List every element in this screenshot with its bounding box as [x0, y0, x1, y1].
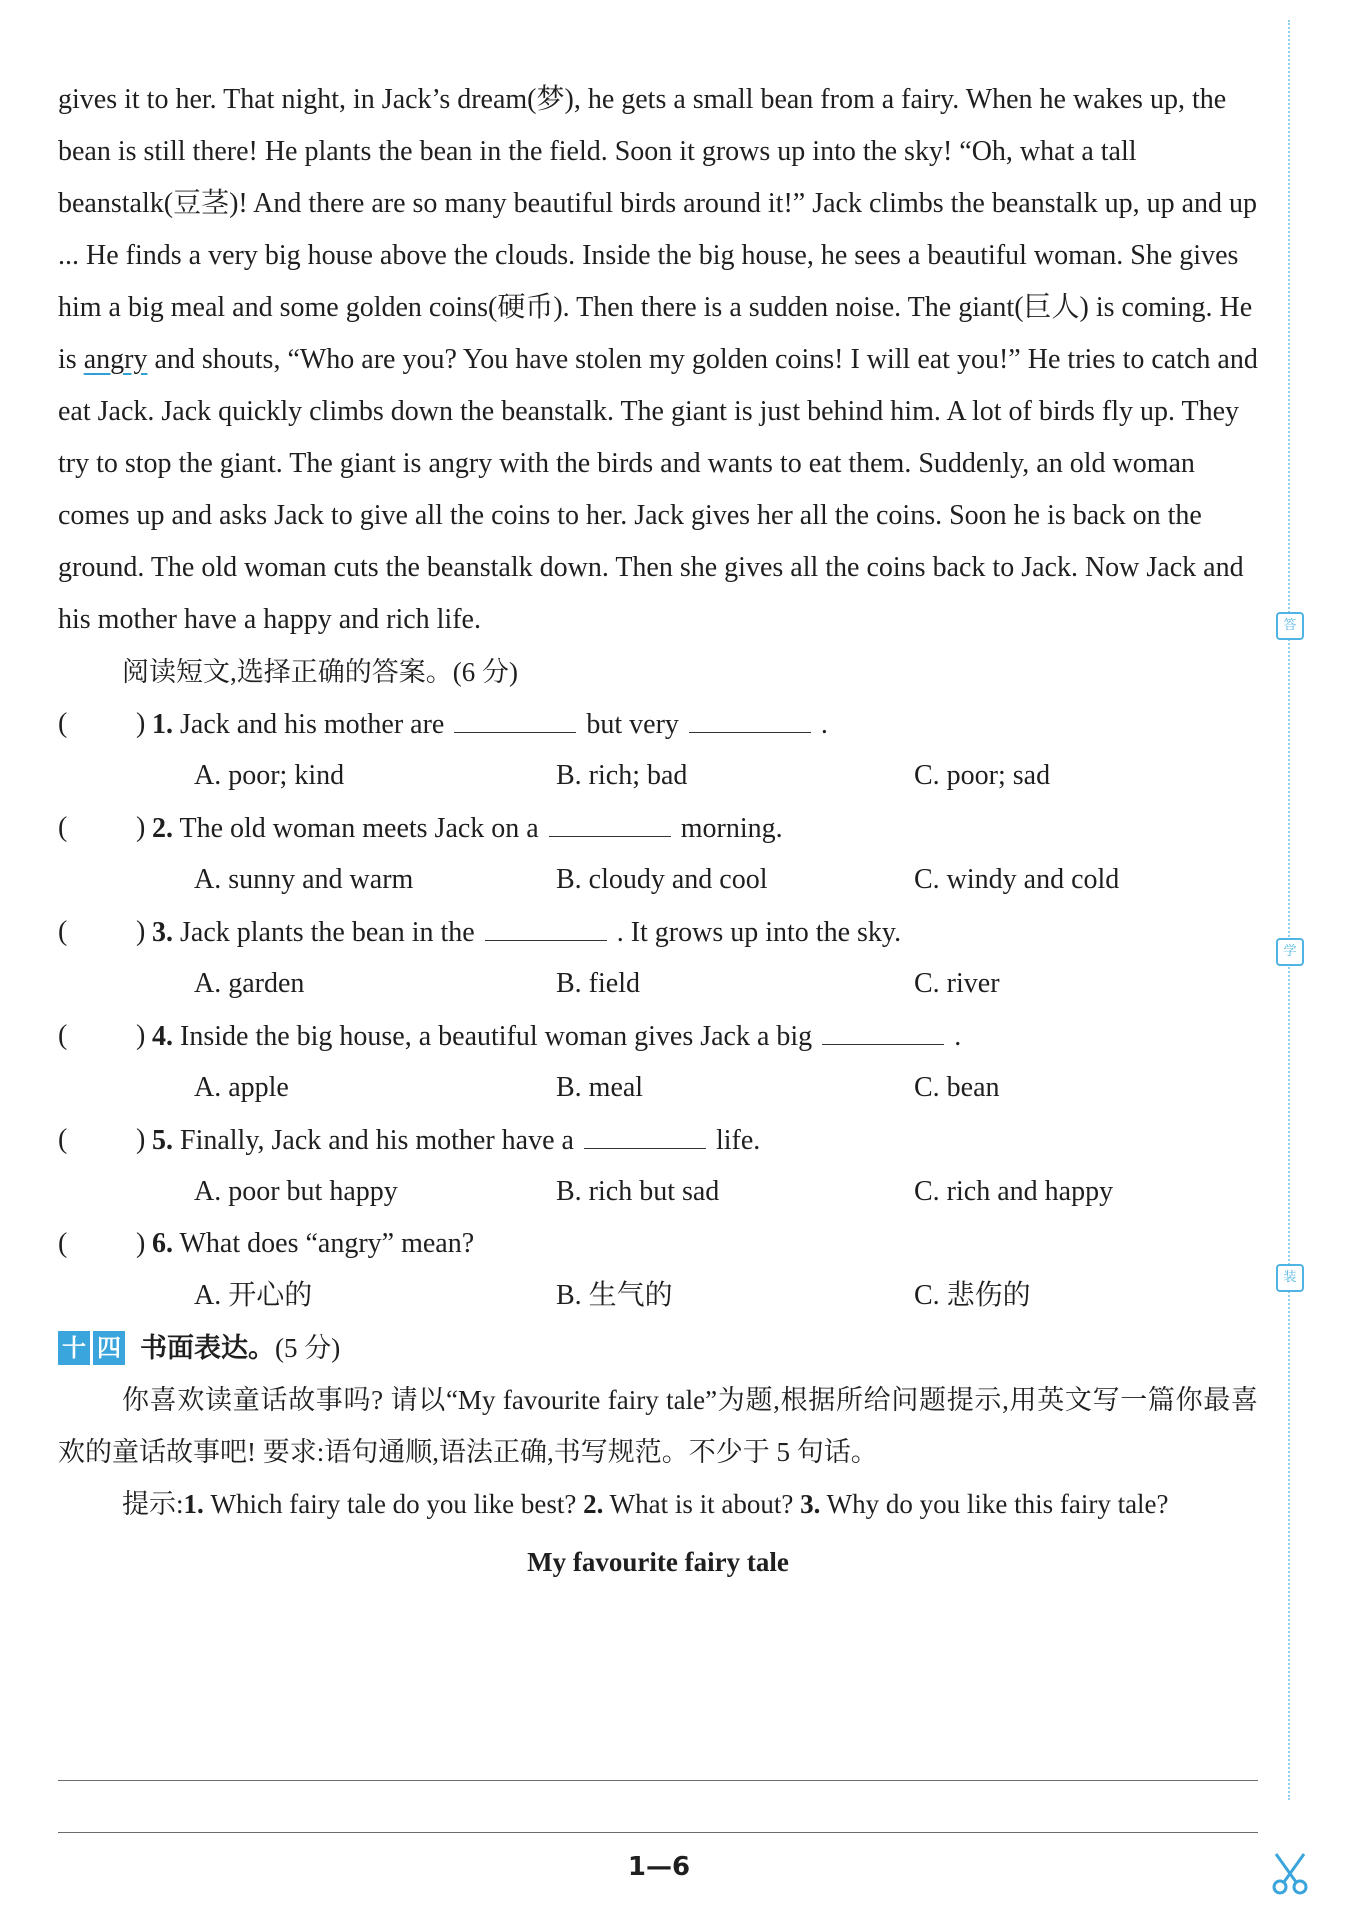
options-1: [58, 750, 1258, 802]
question-number: 2.: [152, 813, 173, 844]
option-c[interactable]: C. bean: [914, 1072, 1000, 1103]
section-header: [58, 1322, 1258, 1374]
option-a[interactable]: A. sunny and warm: [194, 864, 414, 895]
underlined-word-angry: angry: [83, 344, 148, 375]
question-text: Jack and his mother are: [180, 709, 445, 740]
side-tab-2: 学: [1276, 938, 1304, 966]
question-number: 6.: [152, 1228, 173, 1259]
answer-paren-open: (: [58, 1020, 68, 1051]
options-2: [58, 854, 1258, 906]
question-text: . It grows up into the sky.: [616, 917, 902, 948]
question-text: The old woman meets Jack on a: [179, 813, 539, 844]
writing-hints: 提示:1. Which fairy tale do you like best? 2. What is it about? 3. Why do you like this fairy tale?: [122, 1489, 1169, 1519]
answer-paren-close: ): [136, 708, 146, 739]
question-text: What does “angry” mean?: [179, 1228, 475, 1259]
writing-line[interactable]: [58, 1832, 1258, 1833]
answer-blank[interactable]: [485, 906, 607, 941]
question-text: Inside the big house, a beautiful woman gives Jack a big: [180, 1021, 813, 1052]
question-text: Finally, Jack and his mother have a: [180, 1125, 574, 1156]
question-text: life.: [715, 1125, 761, 1156]
answer-blank[interactable]: [549, 802, 671, 837]
question-number: 4.: [152, 1021, 173, 1052]
answer-paren-close: ): [136, 812, 146, 843]
content: [58, 74, 1258, 1588]
question-text: .: [954, 1021, 962, 1052]
essay-title: My favourite fairy tale: [527, 1547, 789, 1577]
question-text: Jack plants the bean in the: [180, 917, 475, 948]
option-b[interactable]: B. meal: [556, 1072, 644, 1103]
question-4: [58, 1010, 1258, 1062]
section-number-badge: 十 四: [58, 1331, 128, 1365]
section-title: 书面表达。(5 分): [140, 1333, 341, 1364]
option-b[interactable]: B. rich but sad: [556, 1176, 720, 1207]
answer-paren-close: ): [136, 1020, 146, 1051]
side-tab-3: 装: [1276, 1264, 1304, 1292]
option-a[interactable]: A. garden: [194, 968, 305, 999]
option-a[interactable]: A. poor; kind: [194, 760, 345, 791]
cut-line: [1288, 20, 1290, 1800]
question-text: morning.: [680, 813, 783, 844]
answer-paren-open: (: [58, 1228, 68, 1259]
answer-paren-open: (: [58, 916, 68, 947]
option-c[interactable]: C. poor; sad: [914, 760, 1051, 791]
passage-part-2: and shouts, “Who are you? You have stolen my golden coins! I will eat you!” He tries to catch and eat Jack. Jack quickly climbs down the beanstalk. The giant is just behind him. A lot of birds fly up. They try to stop the giant. The giant is angry with the birds and wants to eat them. Suddenly, an old woman comes up and asks Jack to give all the coins to her. Jack gives her all the coins. Soon he is back on the ground. The old woman cuts the beanstalk down. Then she gives all the coins back to Jack. Now Jack and his mother have a happy and rich life.: [58, 344, 1258, 635]
option-a[interactable]: A. poor but happy: [194, 1176, 398, 1207]
question-1: [58, 698, 1258, 750]
answer-blank[interactable]: [454, 698, 576, 733]
writing-prompt: 你喜欢读童话故事吗? 请以“My favourite fairy tale”为题,根据所给问题提示,用英文写一篇你最喜欢的童话故事吧! 要求:语句通顺,语法正确,书写规范。不少于 5 句话。: [58, 1385, 1258, 1467]
answer-paren-close: ): [136, 916, 146, 947]
page-number: 1—6: [627, 1852, 691, 1882]
answer-blank[interactable]: [584, 1114, 706, 1149]
options-3: [58, 958, 1258, 1010]
option-c[interactable]: C. river: [914, 968, 1000, 999]
reading-passage: [58, 74, 1258, 646]
question-text: .: [820, 709, 828, 740]
question-number: 3.: [152, 917, 173, 948]
option-b[interactable]: B. 生气的: [556, 1280, 673, 1311]
option-c[interactable]: C. rich and happy: [914, 1176, 1114, 1207]
question-5: [58, 1114, 1258, 1166]
option-b[interactable]: B. cloudy and cool: [556, 864, 768, 895]
answer-paren-open: (: [58, 1124, 68, 1155]
option-c[interactable]: C. 悲伤的: [914, 1280, 1031, 1311]
question-2: [58, 802, 1258, 854]
option-b[interactable]: B. field: [556, 968, 640, 999]
question-3: [58, 906, 1258, 958]
writing-line[interactable]: [58, 1780, 1258, 1781]
side-tab-1: 答: [1276, 612, 1304, 640]
question-text: but very: [586, 709, 679, 740]
option-a[interactable]: A. 开心的: [194, 1280, 313, 1311]
question-6: [58, 1218, 1258, 1270]
answer-blank[interactable]: [689, 698, 811, 733]
options-4: [58, 1062, 1258, 1114]
section-score: (5 分): [275, 1333, 341, 1363]
answer-paren-open: (: [58, 708, 68, 739]
option-c[interactable]: C. windy and cold: [914, 864, 1120, 895]
options-5: [58, 1166, 1258, 1218]
option-b[interactable]: B. rich; bad: [556, 760, 688, 791]
options-6: [58, 1270, 1258, 1322]
answer-blank[interactable]: [822, 1010, 944, 1045]
question-number: 5.: [152, 1125, 173, 1156]
answer-paren-close: ): [136, 1124, 146, 1155]
question-number: 1.: [152, 709, 173, 740]
answer-paren-close: ): [136, 1228, 146, 1259]
answer-paren-open: (: [58, 812, 68, 843]
passage-part-1: gives it to her. That night, in Jack’s dream(梦), he gets a small bean from a fairy. When he wakes up, the bean is still there! He plants the bean in the field. Soon it grows up into the sky! “Oh, what a tall beanstalk(豆茎)! And there are so many beautiful birds around it!” Jack climbs the beanstalk up, up and up ... He finds a very big house above the clouds. Inside the big house, he sees a beautiful woman. She gives him a big meal and some golden coins(硬币). Then there is a sudden noise. The giant(巨人) is coming. He is: [58, 84, 1257, 375]
reading-instruction: 阅读短文,选择正确的答案。(6 分): [122, 657, 518, 687]
option-a[interactable]: A. apple: [194, 1072, 289, 1103]
